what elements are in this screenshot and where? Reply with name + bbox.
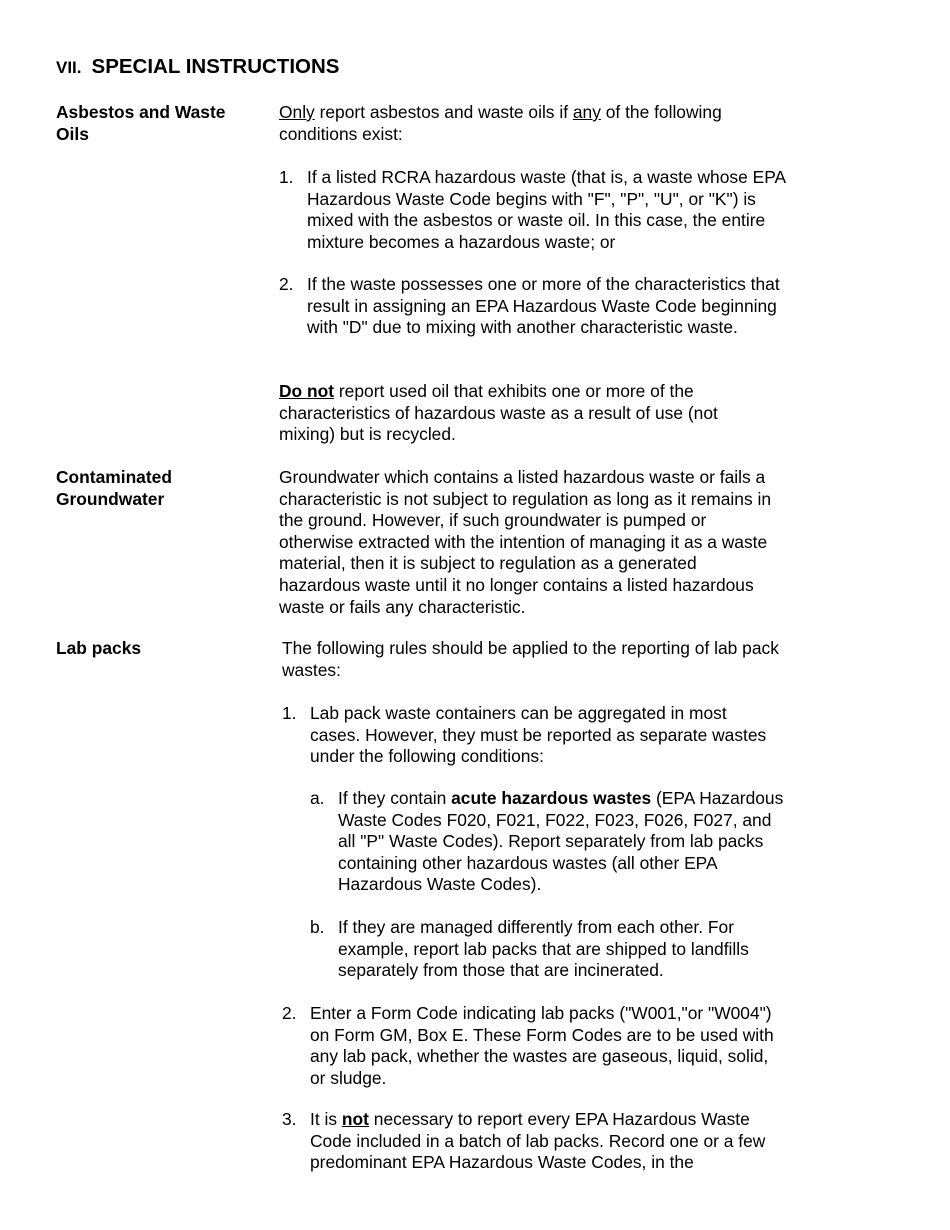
labpacks-item-1: Lab pack waste containers can be aggregated in most cases. However, they must be reported as separate wastes under the following conditions: [310,703,767,767]
not-emphasis: not [341,1109,369,1129]
acute-hazardous-emphasis: acute hazardous wastes [451,788,652,808]
labpacks-sub-a: If they contain acute hazardous wastes (EPA Hazardous Waste Codes F020, F021, F022, F023, F026, F027, and all "P" Waste Codes). Report separately from lab packs containing other hazardous wastes (all other EPA Hazardous Waste Codes). [338,788,784,895]
labpacks-sub-b: If they are managed differently from each other. For example, report lab packs that are shipped to landfills separately from those that are incinerated. [338,917,749,981]
any-emphasis: any [572,102,601,122]
labpacks-label: Lab packs [56,638,142,658]
labpacks-intro: The following rules should be applied to the reporting of lab pack wastes: [282,638,779,680]
asbestos-note: Do not report used oil that exhibits one or more of the characteristics of hazardous waste as a result of use (not mixing) but is recycled. [279,381,718,445]
asbestos-item-1: If a listed RCRA hazardous waste (that is, a waste whose EPA Hazardous Waste Code begins with "F", "P", "U", or "K") is mixed with the asbestos or waste oil. In this case, the entire mixture becomes a hazardous waste; or [307,167,786,252]
asbestos-item-2-marker: 2. [279,274,294,294]
groundwater-text: Groundwater which contains a listed hazardous waste or fails a characteristic is not subject to regulation as long as it remains in the ground. However, if such groundwater is pumped or otherwise extracted with the intention of managing it as a waste material, then it is subject to regulation as a generated hazardous waste until it no longer contains a listed hazardous waste or fails any characteristic. [279,467,772,617]
groundwater-label: Contaminated Groundwater [56,467,172,509]
labpacks-item-3-marker: 3. [282,1109,297,1129]
labpacks-sub-b-marker: b. [310,917,325,937]
labpacks-sub-a-marker: a. [310,788,325,808]
section-heading [56,56,339,79]
labpacks-item-3: It is not necessary to report every EPA Hazardous Waste Code included in a batch of lab packs. Record one or a few predominant EPA Hazardous Waste Codes, in the [310,1109,766,1173]
section-title: SPECIAL INSTRUCTIONS [91,55,340,78]
labpacks-item-2: Enter a Form Code indicating lab packs ("W001,"or "W004") on Form GM, Box E. These Form Codes are to be used with any lab pack, whether the wastes are gaseous, liquid, solid, or sludge. [310,1003,774,1088]
do-not-emphasis: Do not [279,381,335,401]
only-emphasis: Only [279,102,315,122]
labpacks-item-2-marker: 2. [282,1003,297,1023]
labpacks-item-1-marker: 1. [282,703,297,723]
asbestos-intro: Only report asbestos and waste oils if any of the following conditions exist: [279,102,722,144]
asbestos-item-2: If the waste possesses one or more of the characteristics that result in assigning an EPA Hazardous Waste Code beginning with "D" due to mixing with another characteristic waste. [307,274,780,338]
asbestos-item-1-marker: 1. [279,167,294,187]
section-number: VII. [56,58,82,77]
asbestos-label: Asbestos and Waste Oils [56,102,226,144]
